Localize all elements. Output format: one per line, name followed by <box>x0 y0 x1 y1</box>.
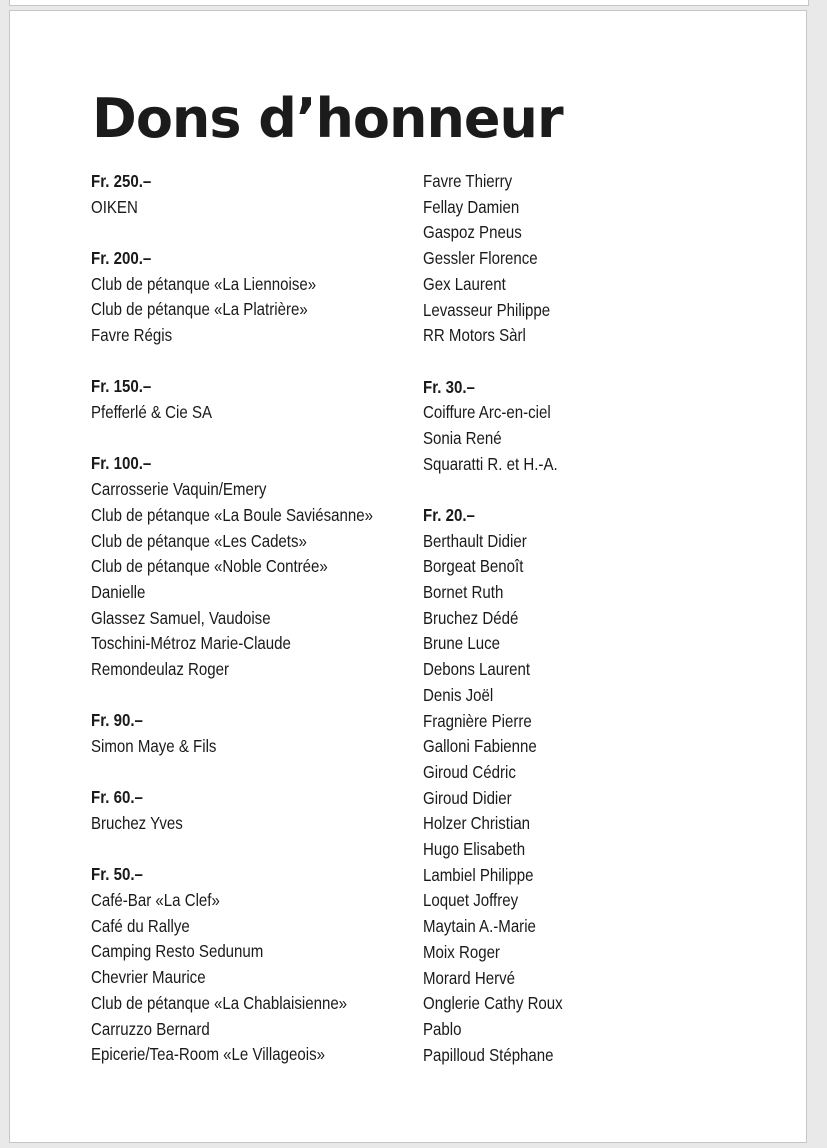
donor-name: Debons Laurent <box>423 659 531 680</box>
donor-name: Gex Laurent <box>423 273 506 294</box>
donation-group <box>91 862 421 1068</box>
donor-name: Favre Thierry <box>423 171 513 191</box>
donor-name: Fellay Damien <box>423 196 520 217</box>
donor-name: Sonia René <box>423 427 502 448</box>
donor-name: Denis Joël <box>423 684 494 705</box>
donor-name: Galloni Fabienne <box>423 736 537 757</box>
donor-name: Club de pétanque «La Boule Saviésanne» <box>91 504 373 525</box>
donor-name: Pfefferlé & Cie SA <box>91 402 213 423</box>
donor-name: Hugo Elisabeth <box>423 839 526 860</box>
donor-name: Borgeat Benoît <box>423 556 524 577</box>
donation-amount: Fr. 50.– <box>91 864 143 885</box>
donor-name: Berthault Didier <box>423 530 527 551</box>
donor-name: Moix Roger <box>423 941 500 962</box>
donation-amount: Fr. 100.– <box>91 453 152 474</box>
donor-name: Gessler Florence <box>423 248 538 269</box>
donor-name: Epicerie/Tea-Room «Le Villageois» <box>91 1044 325 1065</box>
donor-name: Simon Maye & Fils <box>91 736 217 757</box>
donation-amount: Fr. 20.– <box>423 504 475 525</box>
donor-name: Papilloud Stéphane <box>423 1044 554 1065</box>
donor-column-left <box>91 169 421 1094</box>
donor-name: Bornet Ruth <box>423 582 504 603</box>
donor-name: Danielle <box>91 581 146 602</box>
donor-name: OIKEN <box>91 196 138 217</box>
donation-group <box>91 246 421 349</box>
donation-group <box>423 503 753 1068</box>
donor-name: Toschini-Métroz Marie-Claude <box>91 633 291 654</box>
donor-name: Squaratti R. et H.-A. <box>423 453 558 474</box>
donor-name: Chevrier Maurice <box>91 967 206 988</box>
donation-amount: Fr. 250.– <box>91 171 152 191</box>
donation-group <box>91 169 421 220</box>
donor-name: Camping Resto Sedunum <box>91 941 264 962</box>
donor-name: Maytain A.-Marie <box>423 916 536 937</box>
donor-name: Glassez Samuel, Vaudoise <box>91 607 271 628</box>
donation-amount: Fr. 60.– <box>91 787 143 808</box>
donor-name: Club de pétanque «La Liennoise» <box>91 273 317 294</box>
donation-group <box>91 785 421 836</box>
donor-name: Loquet Joffrey <box>423 890 519 911</box>
donor-name: Fragnière Pierre <box>423 710 532 731</box>
donation-group <box>423 169 753 349</box>
donor-name: Giroud Didier <box>423 787 512 808</box>
donation-amount: Fr. 30.– <box>423 376 475 397</box>
donor-name: Gaspoz Pneus <box>423 222 522 243</box>
donor-name: Remondeulaz Roger <box>91 659 230 680</box>
donor-name: Morard Hervé <box>423 967 516 988</box>
donation-amount: Fr. 200.– <box>91 248 152 268</box>
donor-name: Giroud Cédric <box>423 761 516 782</box>
donor-name: Favre Régis <box>91 325 173 346</box>
donor-name: Bruchez Dédé <box>423 607 519 628</box>
donor-name: Coiffure Arc-en-ciel <box>423 402 551 423</box>
donor-name: Club de pétanque «La Chablaisienne» <box>91 992 348 1013</box>
donor-name: Café-Bar «La Clef» <box>91 890 220 911</box>
donation-group <box>91 708 421 759</box>
donation-amount: Fr. 150.– <box>91 376 152 397</box>
donation-group <box>91 374 421 425</box>
previous-page-edge <box>9 0 809 6</box>
donation-amount: Fr. 90.– <box>91 710 143 731</box>
donor-name: Pablo <box>423 1018 462 1039</box>
donor-name: Onglerie Cathy Roux <box>423 993 563 1014</box>
donor-name: RR Motors Sàrl <box>423 325 526 346</box>
donor-name: Club de pétanque «Les Cadets» <box>91 530 307 551</box>
donor-name: Bruchez Yves <box>91 813 183 834</box>
donor-name: Café du Rallye <box>91 915 190 936</box>
donor-name: Brune Luce <box>423 633 500 654</box>
donor-name: Carrosserie Vaquin/Emery <box>91 479 267 500</box>
donation-group <box>423 375 753 478</box>
donor-name: Lambiel Philippe <box>423 864 534 885</box>
donor-name: Club de pétanque «Noble Contrée» <box>91 556 328 577</box>
donor-name: Levasseur Philippe <box>423 299 551 320</box>
donor-name: Holzer Christian <box>423 813 531 834</box>
donor-column-right <box>423 169 753 1094</box>
donation-group <box>91 451 421 682</box>
document-page <box>9 10 807 1143</box>
donor-name: Club de pétanque «La Platrière» <box>91 299 308 320</box>
donor-name: Carruzzo Bernard <box>91 1018 210 1039</box>
page-title: Dons d’honneur <box>92 87 563 150</box>
